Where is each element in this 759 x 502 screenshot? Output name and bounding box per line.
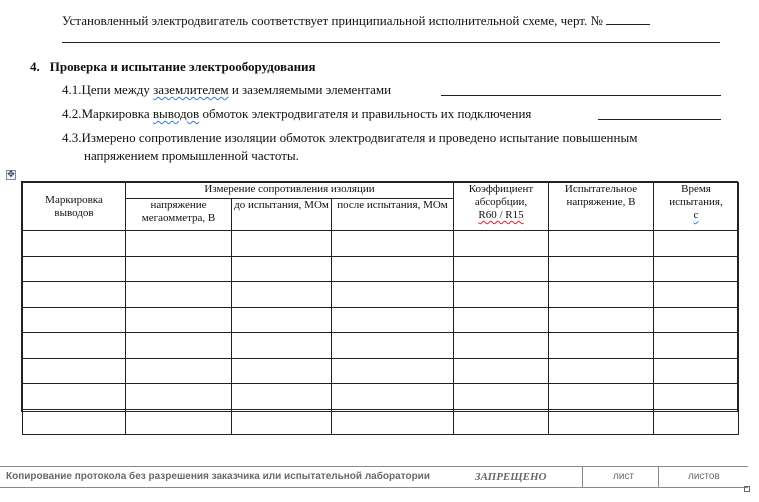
table-cell[interactable] (332, 307, 454, 333)
table-cell[interactable] (232, 256, 332, 282)
corner-marker (744, 486, 750, 492)
table-cell[interactable] (654, 256, 739, 282)
table-cell[interactable] (232, 333, 332, 359)
header-test-time: Время испытания, с (654, 183, 739, 231)
table-cell[interactable] (23, 333, 126, 359)
item-4-1-blank[interactable] (441, 95, 721, 96)
table-cell[interactable] (454, 384, 549, 410)
drawing-number-blank[interactable] (606, 12, 650, 25)
table-row (23, 384, 739, 410)
table-cell[interactable] (549, 256, 654, 282)
table-cell[interactable] (126, 358, 232, 384)
footer-sheet-label: лист (613, 471, 635, 482)
table-cell[interactable] (549, 333, 654, 359)
table-cell[interactable] (549, 409, 654, 435)
header-megohmmeter-voltage: напряжение мегаомметра, В (126, 199, 232, 231)
intro-continuation-rule[interactable] (62, 42, 720, 43)
table-cell[interactable] (23, 282, 126, 308)
table-cell[interactable] (654, 384, 739, 410)
item-4-2: 4.2.Маркировка выводов обмоток электродвигателя и правильность их подключения (62, 106, 532, 121)
section-heading (30, 59, 316, 75)
footer-bar (0, 466, 748, 488)
table-body (23, 231, 739, 435)
table-cell[interactable] (23, 307, 126, 333)
table-row (23, 358, 739, 384)
footer-divider (658, 467, 659, 487)
table-cell[interactable] (454, 333, 549, 359)
table-cell[interactable] (23, 231, 126, 257)
table-cell[interactable] (332, 384, 454, 410)
table-cell[interactable] (549, 307, 654, 333)
header-insulation-group: Измерение сопротивления изоляции (126, 183, 454, 199)
table-cell[interactable] (232, 282, 332, 308)
table-cell[interactable] (126, 307, 232, 333)
section-title: Проверка и испытание электрооборудования (49, 59, 316, 74)
table-cell[interactable] (654, 307, 739, 333)
table-cell[interactable] (454, 307, 549, 333)
table-cell[interactable] (654, 409, 739, 435)
table-cell[interactable] (332, 282, 454, 308)
table-cell[interactable] (23, 358, 126, 384)
table-row (23, 409, 739, 435)
table-cell[interactable] (126, 409, 232, 435)
intro-line: Установленный электродвигатель соответствует принципиальной исполнительной схеме, черт. № (62, 12, 650, 29)
table-cell[interactable] (332, 358, 454, 384)
table-cell[interactable] (454, 282, 549, 308)
table-cell[interactable] (23, 409, 126, 435)
table-cell[interactable] (549, 358, 654, 384)
table-row (23, 307, 739, 333)
table-cell[interactable] (232, 231, 332, 257)
insulation-table (22, 182, 739, 435)
table-cell[interactable] (126, 282, 232, 308)
table-cell[interactable] (332, 231, 454, 257)
header-marking: Маркировка выводов (23, 183, 126, 231)
table-cell[interactable] (332, 256, 454, 282)
table-cell[interactable] (549, 231, 654, 257)
table-cell[interactable] (454, 409, 549, 435)
header-after-test: после испытания, МОм (332, 199, 454, 231)
table-cell[interactable] (332, 409, 454, 435)
table-cell[interactable] (549, 384, 654, 410)
table-row (23, 333, 739, 359)
table-cell[interactable] (654, 358, 739, 384)
table-row (23, 282, 739, 308)
table-cell[interactable] (126, 333, 232, 359)
table-cell[interactable] (654, 231, 739, 257)
header-absorption: Коэффициент абсорбции, R60 / R15 (454, 183, 549, 231)
table-cell[interactable] (654, 282, 739, 308)
item-4-2-blank[interactable] (598, 119, 721, 120)
table-cell[interactable] (549, 282, 654, 308)
item-4-1: 4.1.Цепи между заземлителем и заземляемыми элементами (62, 82, 392, 97)
item-4-3-line2: напряжением промышленной частоты. (84, 148, 299, 163)
move-anchor-icon[interactable]: ✥ (7, 170, 15, 180)
footer-forbidden: ЗАПРЕЩЕНО (475, 471, 547, 483)
table-cell[interactable] (332, 333, 454, 359)
table-cell[interactable] (454, 358, 549, 384)
table-row (23, 256, 739, 282)
section-number: 4. (30, 59, 40, 74)
table-cell[interactable] (23, 384, 126, 410)
footer-divider (582, 467, 583, 487)
table-cell[interactable] (126, 384, 232, 410)
table-cell[interactable] (232, 307, 332, 333)
table-cell[interactable] (232, 358, 332, 384)
table-cell[interactable] (232, 409, 332, 435)
table-cell[interactable] (126, 256, 232, 282)
table-cell[interactable] (232, 384, 332, 410)
table-cell[interactable] (454, 256, 549, 282)
item-4-3-line1: 4.3.Измерено сопротивление изоляции обмоток электродвигателя и проведено испытание повышенным (62, 130, 638, 145)
table-cell[interactable] (454, 231, 549, 257)
header-test-voltage: Испытательное напряжение, В (549, 183, 654, 231)
header-before-test: до испытания, МОм (232, 199, 332, 231)
footer-copy-text: Копирование протокола без разрешения заказчика или испытательной лаборатории (6, 471, 430, 482)
footer-sheets-label: листов (688, 471, 720, 482)
table-row (23, 231, 739, 257)
table-cell[interactable] (126, 231, 232, 257)
table-cell[interactable] (654, 333, 739, 359)
table-cell[interactable] (23, 256, 126, 282)
